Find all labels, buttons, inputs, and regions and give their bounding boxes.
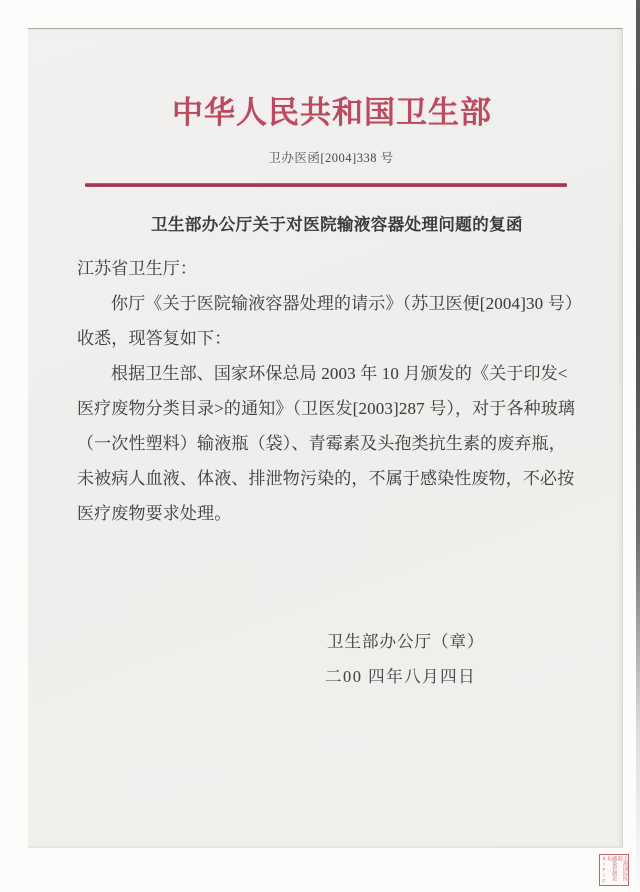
stamp-cjk-column-right: 上海国际医院 [617,856,628,881]
letter-body [77,251,582,531]
body-line: 根据卫生部、国家环保总局 2003 年 10 月颁发的《关于印发< [111,364,568,383]
body-line: 收悉，现答复如下： [77,329,232,348]
body-line: （一次性塑料）输液瓶（袋）、青霉素及头孢类抗生素的废弃瓶， [77,434,566,453]
body-line: 医疗废物要求处理。 [77,504,232,523]
body-line: 你厅《关于医院输液容器处理的请示》（苏卫医便[2004]30 号） [111,294,583,313]
letter-page [28,28,623,848]
date-line: 二00 四年八月四日 [325,667,477,686]
letterhead-title: 中华人民共和国卫生部 [172,95,492,130]
scan-edge-shadow [636,0,640,892]
sific-watermark-stamp-icon [599,854,629,886]
body-line: 未被病人血液、体液、排泄物污染的，不属于感染性废物，不必按 [77,469,575,488]
stamp-latin-column: SIFIC [601,856,607,884]
body-line: 医疗废物分类目录>的通知》（卫医发[2003]287 号），对于各种玻璃 [77,399,576,418]
subject-line: 卫生部办公厅关于对医院输液容器处理问题的复函 [151,215,523,234]
recipient-line: 江苏省卫生厅： [77,259,198,278]
document-number: 卫办医函[2004]338 号 [268,151,394,165]
red-divider-line [85,183,567,187]
stamp-cjk-column-middle: 感染控制论坛 [606,856,618,881]
signature-line: 卫生部办公厅（章） [327,632,485,651]
